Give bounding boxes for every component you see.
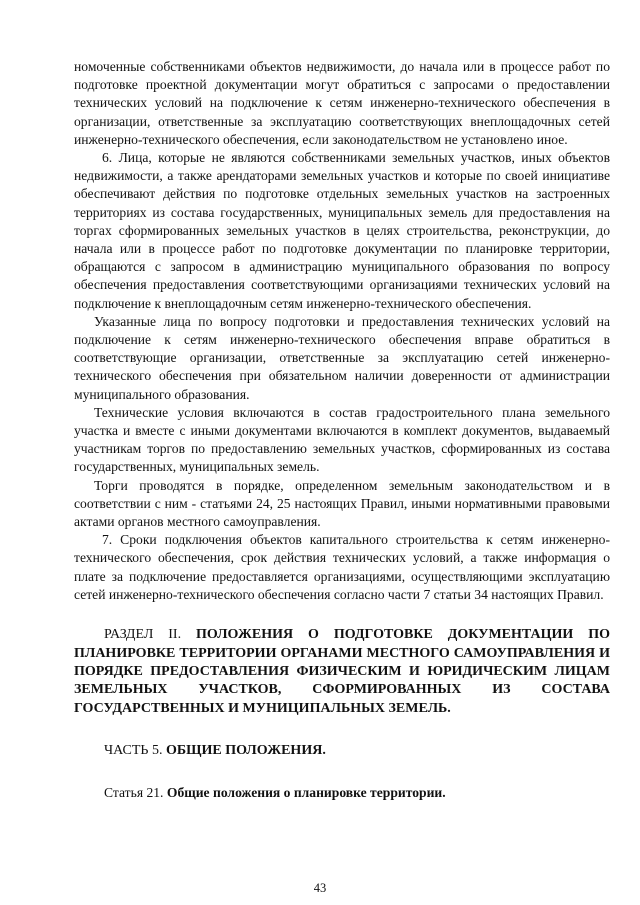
article-heading [74,784,610,802]
article-title: Общие положения о планировке территории. [166,785,446,801]
paragraph-technical-conditions: Технические условия включаются в состав градостроительного плана земельного участка и вместе с иными документами включаются в комплект документов, выдаваемый участникам торгов по предоставлению земельных участков, сформированных из состава государственных, муниципальных земель. [74,404,610,475]
paragraph-persons-request: Указанные лица по вопросу подготовки и предоставления технических условий на подключение к сетям инженерно-технического обеспечения вправе обратиться в соответствующие организации, ответственные за эксплуатацию сетей инженерно-технического обеспечения при обязательном наличии доверенности от администрации муниципального образования. [74,313,610,402]
article-prefix: Статья 21. [104,785,164,801]
section-title: ПОЛОЖЕНИЯ О ПОДГОТОВКЕ ДОКУМЕНТАЦИИ ПО ПЛАНИРОВКЕ ТЕРРИТОРИИ ОРГАНАМИ МЕСТНОГО САМОУПРАВЛЕНИЯ И ПОРЯДКЕ ПРЕДОСТАВЛЕНИЯ ФИЗИЧЕСКИМ И ЮРИДИЧЕСКИМ ЛИЦАМ ЗЕМЕЛЬНЫХ УЧАСТКОВ, СФОРМИРОВАННЫХ ИЗ СОСТАВА ГОСУДАРСТВЕННЫХ И МУНИЦИПАЛЬНЫХ ЗЕМЕЛЬ. [74,627,611,716]
document-page [74,58,610,803]
paragraph-continuation: номоченные собственниками объектов недвижимости, до начала или в процессе работ по подготовке проектной документации могут обратиться с запросами о предоставлении технических условий на подключение к сетям инженерно-технического обеспечения в организации, ответственные за эксплуатацию соответствующих внеплощадочных сетей инженерно-технического обеспечения, если законодательством не установлено иное. [74,59,610,147]
section-prefix: РАЗДЕЛ II. [104,627,182,643]
section-heading [74,626,610,718]
paragraph-item-7: 7. Сроки подключения объектов капитального строительства к сетям инженерно-технического обеспечения, срок действия технических условий, а также информация о плате за подключение предоставляется организациями, осуществляющими эксплуатацию сетей инженерно-технического обеспечения согласно части 7 статьи 34 настоящих Правил. [74,532,610,602]
paragraph-item-6: 6. Лица, которые не являются собственниками земельных участков, иных объектов недвижимости, а также арендаторами земельных участков и которые по своей инициативе обеспечивают действия по подготовке отдельных земельных участков на застроенных территориях из состава государственных, муниципальных земель для предоставления на торгах сформированных земельных участков в целях строительства, реконструкции, до начала или в процессе работ по подготовке документации по планировке территории, обращаются с запросом в администрацию муниципального образования по вопросу обеспечения предоставления соответствующими организациями технических условий на подключение к внеплощадочным сетям инженерно-технического обеспечения. [74,150,610,311]
paragraph-auctions: Торги проводятся в порядке, определенном земельным законодательством и в соответствии с ним - статьями 24, 25 настоящих Правил, иными нормативными правовыми актами органов местного самоуправления. [74,477,610,530]
part-heading [74,742,610,760]
page-number: 43 [313,881,327,895]
part-title: ОБЩИЕ ПОЛОЖЕНИЯ. [165,743,326,759]
part-prefix: ЧАСТЬ 5. [104,743,163,759]
